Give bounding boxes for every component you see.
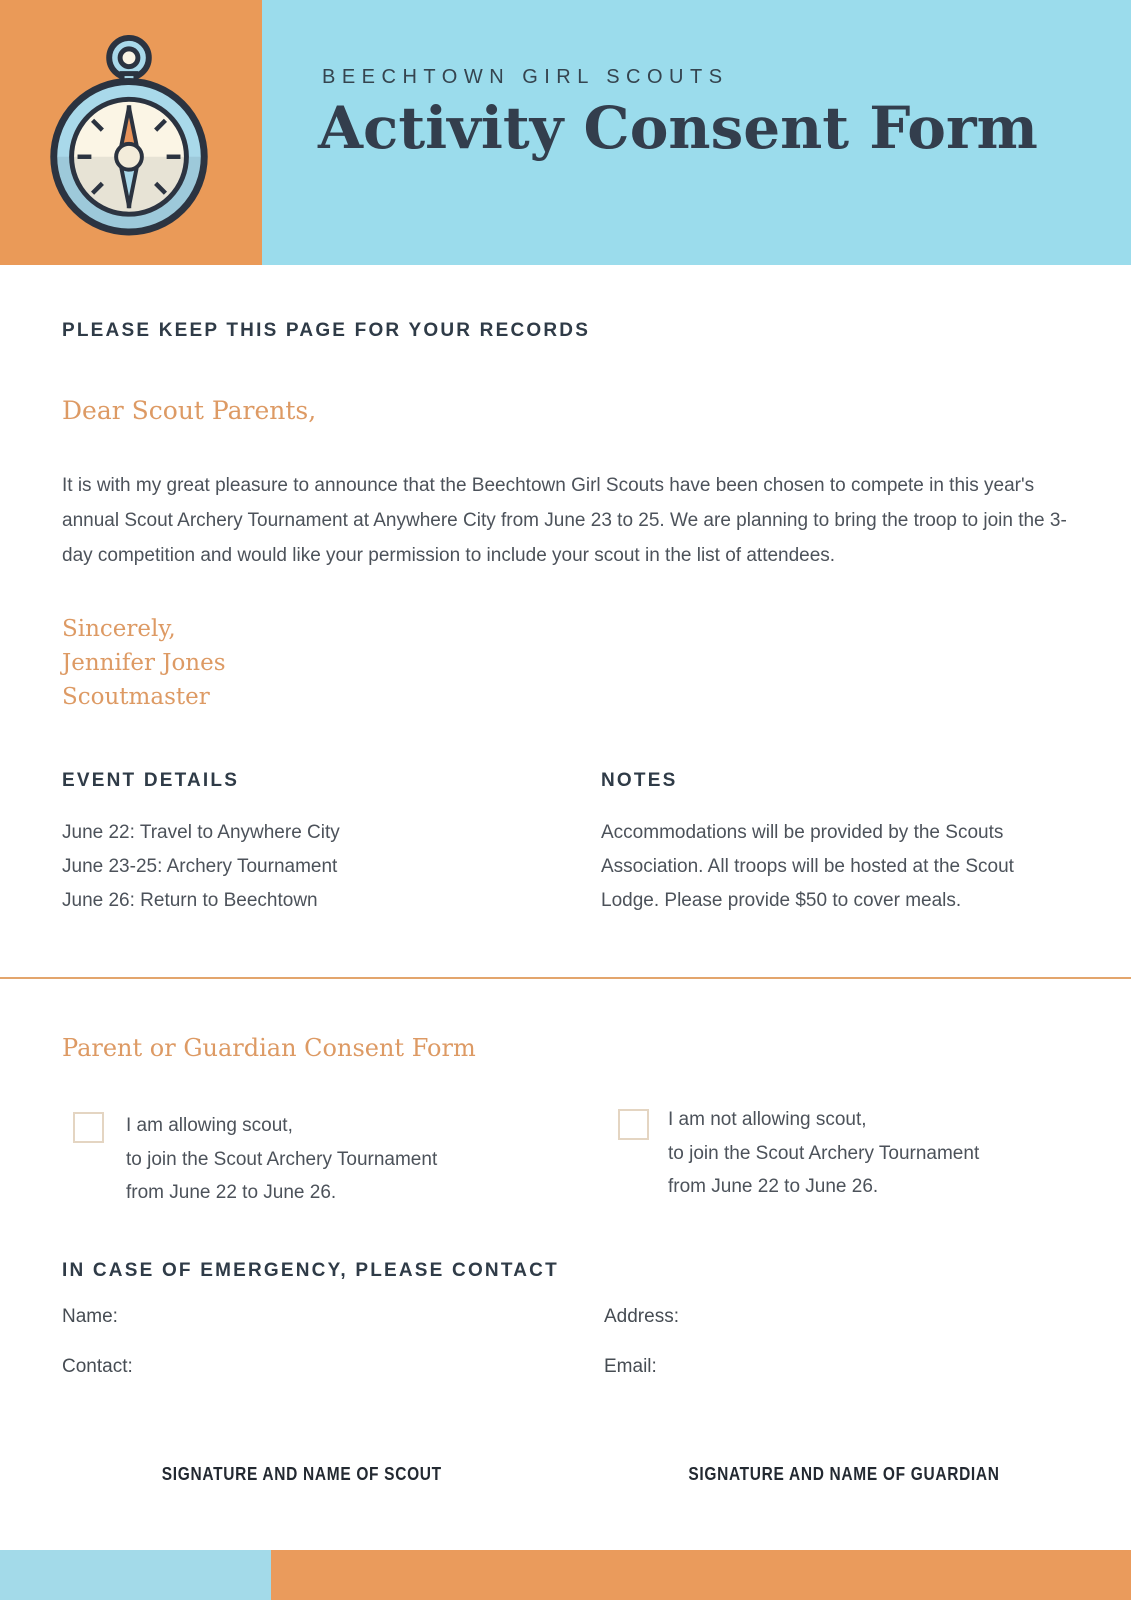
address-field-label[interactable]: Address: — [604, 1306, 679, 1327]
event-details-list — [62, 816, 542, 918]
signer-title: Scoutmaster — [62, 684, 210, 710]
not-allow-line: from June 22 to June 26. — [668, 1176, 879, 1197]
list-item: June 26: Return to Beechtown — [62, 890, 318, 911]
scout-signature-label: SIGNATURE AND NAME OF SCOUT — [161, 1464, 443, 1484]
email-field-label[interactable]: Email: — [604, 1356, 657, 1377]
emergency-heading: IN CASE OF EMERGENCY, PLEASE CONTACT — [62, 1260, 559, 1281]
not-allow-line: I am not allowing scout, — [668, 1109, 867, 1130]
notes-heading: NOTES — [601, 770, 678, 791]
list-item: June 23-25: Archery Tournament — [62, 856, 338, 877]
list-item: June 22: Travel to Anywhere City — [62, 822, 340, 843]
section-divider — [0, 977, 1131, 979]
footer-orange-strip — [271, 1550, 1131, 1600]
contact-field-label[interactable]: Contact: — [62, 1356, 133, 1377]
guardian-signature-area[interactable] — [604, 1464, 1084, 1485]
organization-name: BEECHTOWN GIRL SCOUTS — [322, 66, 729, 88]
not-allow-line: to join the Scout Archery Tournament — [668, 1142, 980, 1164]
guardian-signature-label: SIGNATURE AND NAME OF GUARDIAN — [688, 1464, 1000, 1484]
page-title: Activity Consent Form — [318, 94, 1038, 162]
scout-signature-area[interactable] — [62, 1464, 542, 1485]
compass-icon — [30, 28, 228, 236]
event-details-section — [62, 770, 542, 918]
not-allow-checkbox[interactable] — [618, 1109, 649, 1140]
footer-blue-strip — [0, 1550, 271, 1600]
allow-checkbox[interactable] — [73, 1112, 104, 1143]
allow-line: I am allowing scout, — [126, 1115, 293, 1136]
letter-salutation: Dear Scout Parents, — [62, 396, 317, 425]
closing-word: Sincerely, — [62, 616, 176, 642]
letter-body: It is with my great pleasure to announce that the Beechtown Girl Scouts have been chosen to compete in this year's annual Scout Archery Tournament at Anywhere City from June 23 to 25. We are planning to bring the troop to join the 3-day competition and would like your permission to include your scout in the list of attendees. — [62, 475, 1067, 566]
notes-text: Accommodations will be provided by the Scouts Association. All troops will be hosted at the Scout Lodge. Please provide $50 to cover meals. — [601, 822, 1014, 911]
event-details-heading: EVENT DETAILS — [62, 770, 240, 791]
records-notice: PLEASE KEEP THIS PAGE FOR YOUR RECORDS — [62, 320, 591, 341]
allow-line: from June 22 to June 26. — [126, 1182, 337, 1203]
header-orange-panel — [0, 0, 262, 265]
letter-closing — [62, 612, 226, 714]
allow-line: to join the Scout Archery Tournament — [126, 1148, 438, 1170]
name-field-label[interactable]: Name: — [62, 1306, 118, 1327]
not-allow-option-text — [668, 1103, 979, 1204]
notes-section — [601, 770, 1044, 918]
allow-option-text — [126, 1109, 437, 1210]
signer-name: Jennifer Jones — [62, 650, 226, 676]
header-banner — [262, 0, 1131, 265]
consent-form-heading: Parent or Guardian Consent Form — [62, 1034, 476, 1062]
